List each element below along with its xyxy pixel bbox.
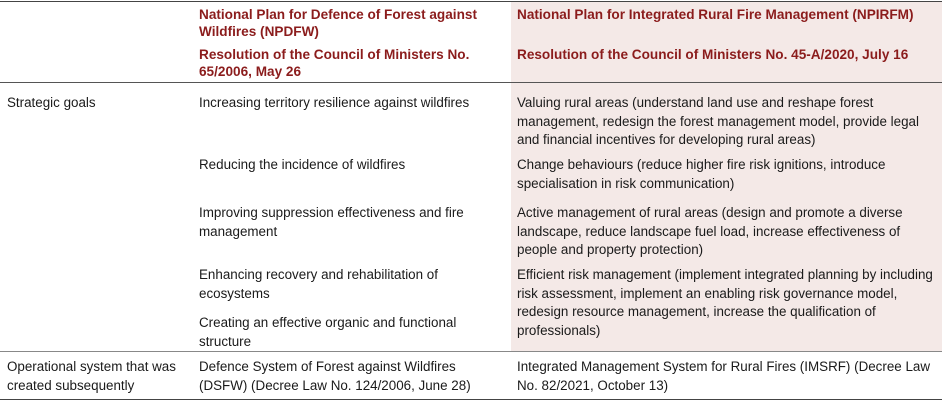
npdfw-goal-item: Increasing territory resilience against wildfires [199, 95, 470, 110]
row-label-operational-system: Operational system that was created subsequently [7, 359, 176, 393]
table-top-rule [0, 1, 942, 2]
npdfw-header-resolution: Resolution of the Council of Ministers No. 65/2006, May 26 [199, 47, 470, 79]
header-rule [0, 82, 942, 83]
npdfw-goal-item: Creating an effective organic and functional structure [199, 315, 457, 349]
table-bottom-rule [0, 399, 942, 400]
npirfm-operational-system: Integrated Management System for Rural Fires (IMSRF) (Decree Law No. 82/2021, October 13) [517, 359, 931, 393]
npdfw-goal-item: Improving suppression effectiveness and fire management [199, 205, 464, 239]
npirfm-header-resolution: Resolution of the Council of Ministers No. 45-A/2020, July 16 [517, 47, 909, 62]
npdfw-goal-item: Enhancing recovery and rehabilitation of ecosystems [199, 267, 438, 301]
row-label-strategic-goals: Strategic goals [7, 95, 96, 110]
npirfm-goal-item: Valuing rural areas (understand land use and reshape forest management, redesign the forest management model, provide legal and financial incentives for developing rural areas) [517, 95, 919, 147]
npirfm-header-title: National Plan for Integrated Rural Fire Management (NPIRFM) [517, 7, 914, 22]
npirfm-goal-item: Change behaviours (reduce higher fire risk ignitions, introduce specialisation in risk communication) [517, 157, 886, 191]
npdfw-header-title: National Plan for Defence of Forest against Wildfires (NPDFW) [199, 7, 477, 39]
npdfw-goal-item: Reducing the incidence of wildfires [199, 157, 406, 172]
npirfm-goal-item: Active management of rural areas (design and promote a diverse landscape, reduce landscape fuel load, increase effectiveness of people and property protection) [517, 205, 903, 257]
npdfw-operational-system: Defence System of Forest against Wildfires (DSFW) (Decree Law No. 124/2006, June 28) [199, 359, 471, 393]
row-divider [0, 351, 942, 352]
npirfm-goal-item: Efficient risk management (implement integrated planning by including risk assessment, implement an enabling risk governance model, redesign resource management, increase the qualification of professionals) [517, 267, 933, 338]
